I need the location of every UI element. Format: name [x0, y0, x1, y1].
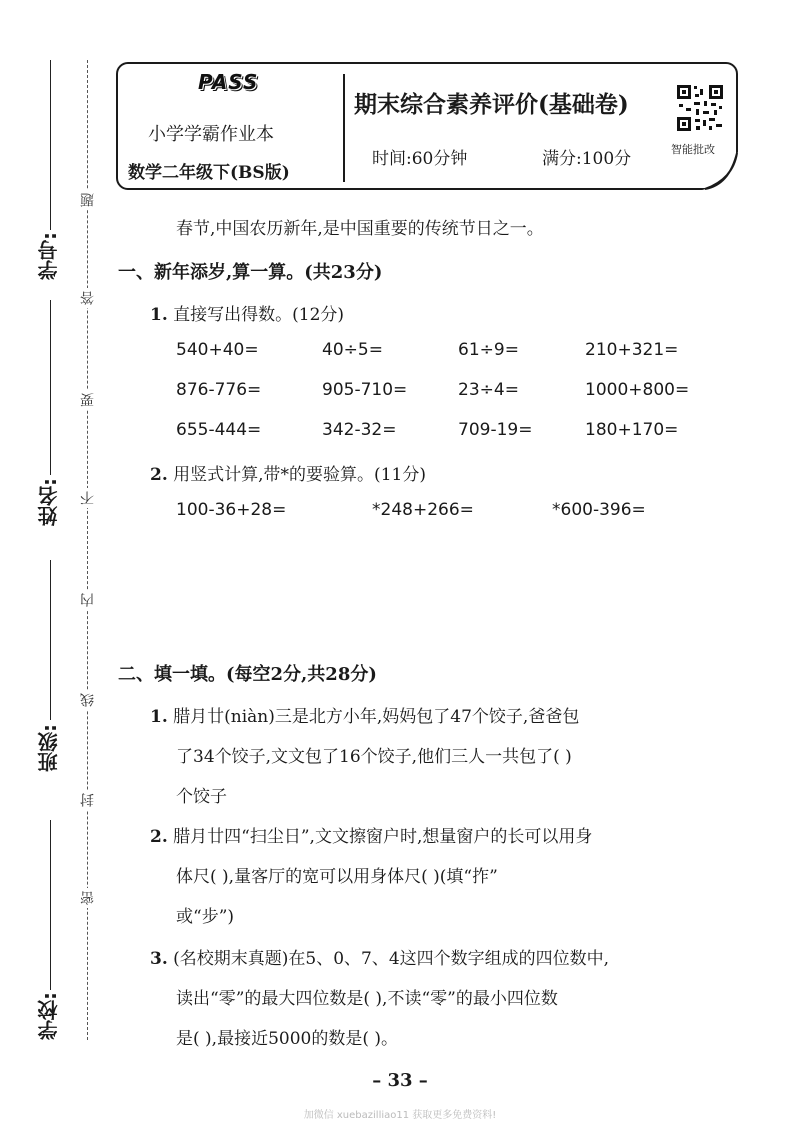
seal-char: 内 — [78, 590, 98, 610]
name-line-class — [50, 560, 51, 720]
name-label: 姓名: — [37, 478, 61, 526]
question-text: (名校期末真题)在5、0、7、4这四个数字组成的四位数中, — [173, 949, 610, 969]
student-id-label: 学号: — [37, 232, 61, 280]
exam-header — [116, 62, 738, 190]
seal-char: 不 — [78, 488, 98, 508]
question-number: 1. — [150, 707, 168, 727]
fill-q1-line: 个饺子 — [176, 787, 227, 807]
name-line-student-id — [50, 60, 51, 230]
fill-q3-line: 读出“零”的最大四位数是( ),不读“零”的最小四位数 — [176, 989, 558, 1009]
qr-code-icon[interactable] — [676, 84, 724, 132]
calc-item: 61÷9= — [458, 340, 519, 360]
question-text: 腊月廿四“扫尘日”,文文擦窗户时,想量窗户的长可以用身 — [173, 827, 593, 847]
class-label: 班级: — [37, 724, 61, 772]
seal-char: 答 — [78, 288, 98, 308]
header-divider — [343, 74, 345, 182]
calc-item: 540+40= — [176, 340, 259, 360]
watermark-text: 加微信 xuebazilliao11 获取更多免费资料! — [303, 1110, 497, 1121]
fill-q1-line: 了34个饺子,文文包了16个饺子,他们三人一共包了( ) — [176, 747, 572, 767]
brand-name: 小学学霸作业本 — [148, 124, 274, 145]
qr-caption: 智能批改 — [671, 143, 715, 156]
q2-prompt — [150, 460, 426, 485]
vertical-calc-item: *248+266= — [372, 500, 474, 520]
name-line-school — [50, 820, 51, 990]
fill-q1-line — [150, 702, 579, 727]
exam-score: 满分:100分 — [542, 149, 632, 169]
calc-item: 23÷4= — [458, 380, 519, 400]
calc-item: 180+170= — [585, 420, 679, 440]
seal-char: 线 — [78, 690, 98, 710]
question-number: 3. — [150, 949, 168, 969]
intro-text: 春节,中国农历新年,是中国重要的传统节日之一。 — [176, 219, 544, 239]
q1-prompt — [150, 300, 344, 325]
section1-heading: 一、新年添岁,算一算。(共23分) — [118, 262, 383, 283]
calc-item: 905-710= — [322, 380, 408, 400]
school-label: 学校: — [37, 992, 61, 1040]
calc-item: 709-19= — [458, 420, 533, 440]
vertical-calc-item: 100-36+28= — [176, 500, 287, 520]
calc-item: 210+321= — [585, 340, 679, 360]
calc-item: 342-32= — [322, 420, 397, 440]
question-text: 直接写出得数。(12分) — [173, 305, 345, 325]
calc-item: 1000+800= — [585, 380, 690, 400]
section2-heading: 二、填一填。(每空2分,共28分) — [118, 664, 377, 685]
fill-q2-line: 体尺( ),量客厅的宽可以用身体尺( )(填“拃” — [176, 867, 498, 887]
vertical-calc-item: *600-396= — [552, 500, 646, 520]
question-number: 2. — [150, 465, 168, 485]
seal-char: 题 — [78, 190, 98, 210]
question-number: 1. — [150, 305, 168, 325]
calc-item: 876-776= — [176, 380, 262, 400]
calc-item: 40÷5= — [322, 340, 383, 360]
question-text: 腊月廿(niàn)三是北方小年,妈妈包了47个饺子,爸爸包 — [173, 707, 580, 727]
exam-title: 期末综合素养评价(基础卷) — [354, 91, 629, 118]
name-line-name — [50, 300, 51, 475]
fill-q3-line: 是( ),最接近5000的数是( )。 — [176, 1029, 399, 1049]
pass-logo: PASS — [198, 70, 259, 94]
calc-item: 655-444= — [176, 420, 262, 440]
question-text: 用竖式计算,带*的要验算。(11分) — [173, 465, 426, 485]
question-number: 2. — [150, 827, 168, 847]
fill-q2-line — [150, 822, 592, 847]
page-curl-icon — [697, 149, 739, 191]
fill-q2-line: 或“步”) — [176, 907, 235, 927]
exam-time: 时间:60分钟 — [372, 149, 468, 169]
fill-q3-line — [150, 944, 609, 969]
seal-char: 密 — [78, 888, 98, 908]
seal-char: 封 — [78, 790, 98, 810]
page-number: – 33 – — [372, 1070, 428, 1091]
grade-label: 数学二年级下(BS版) — [128, 163, 290, 183]
seal-char: 要 — [78, 390, 98, 410]
